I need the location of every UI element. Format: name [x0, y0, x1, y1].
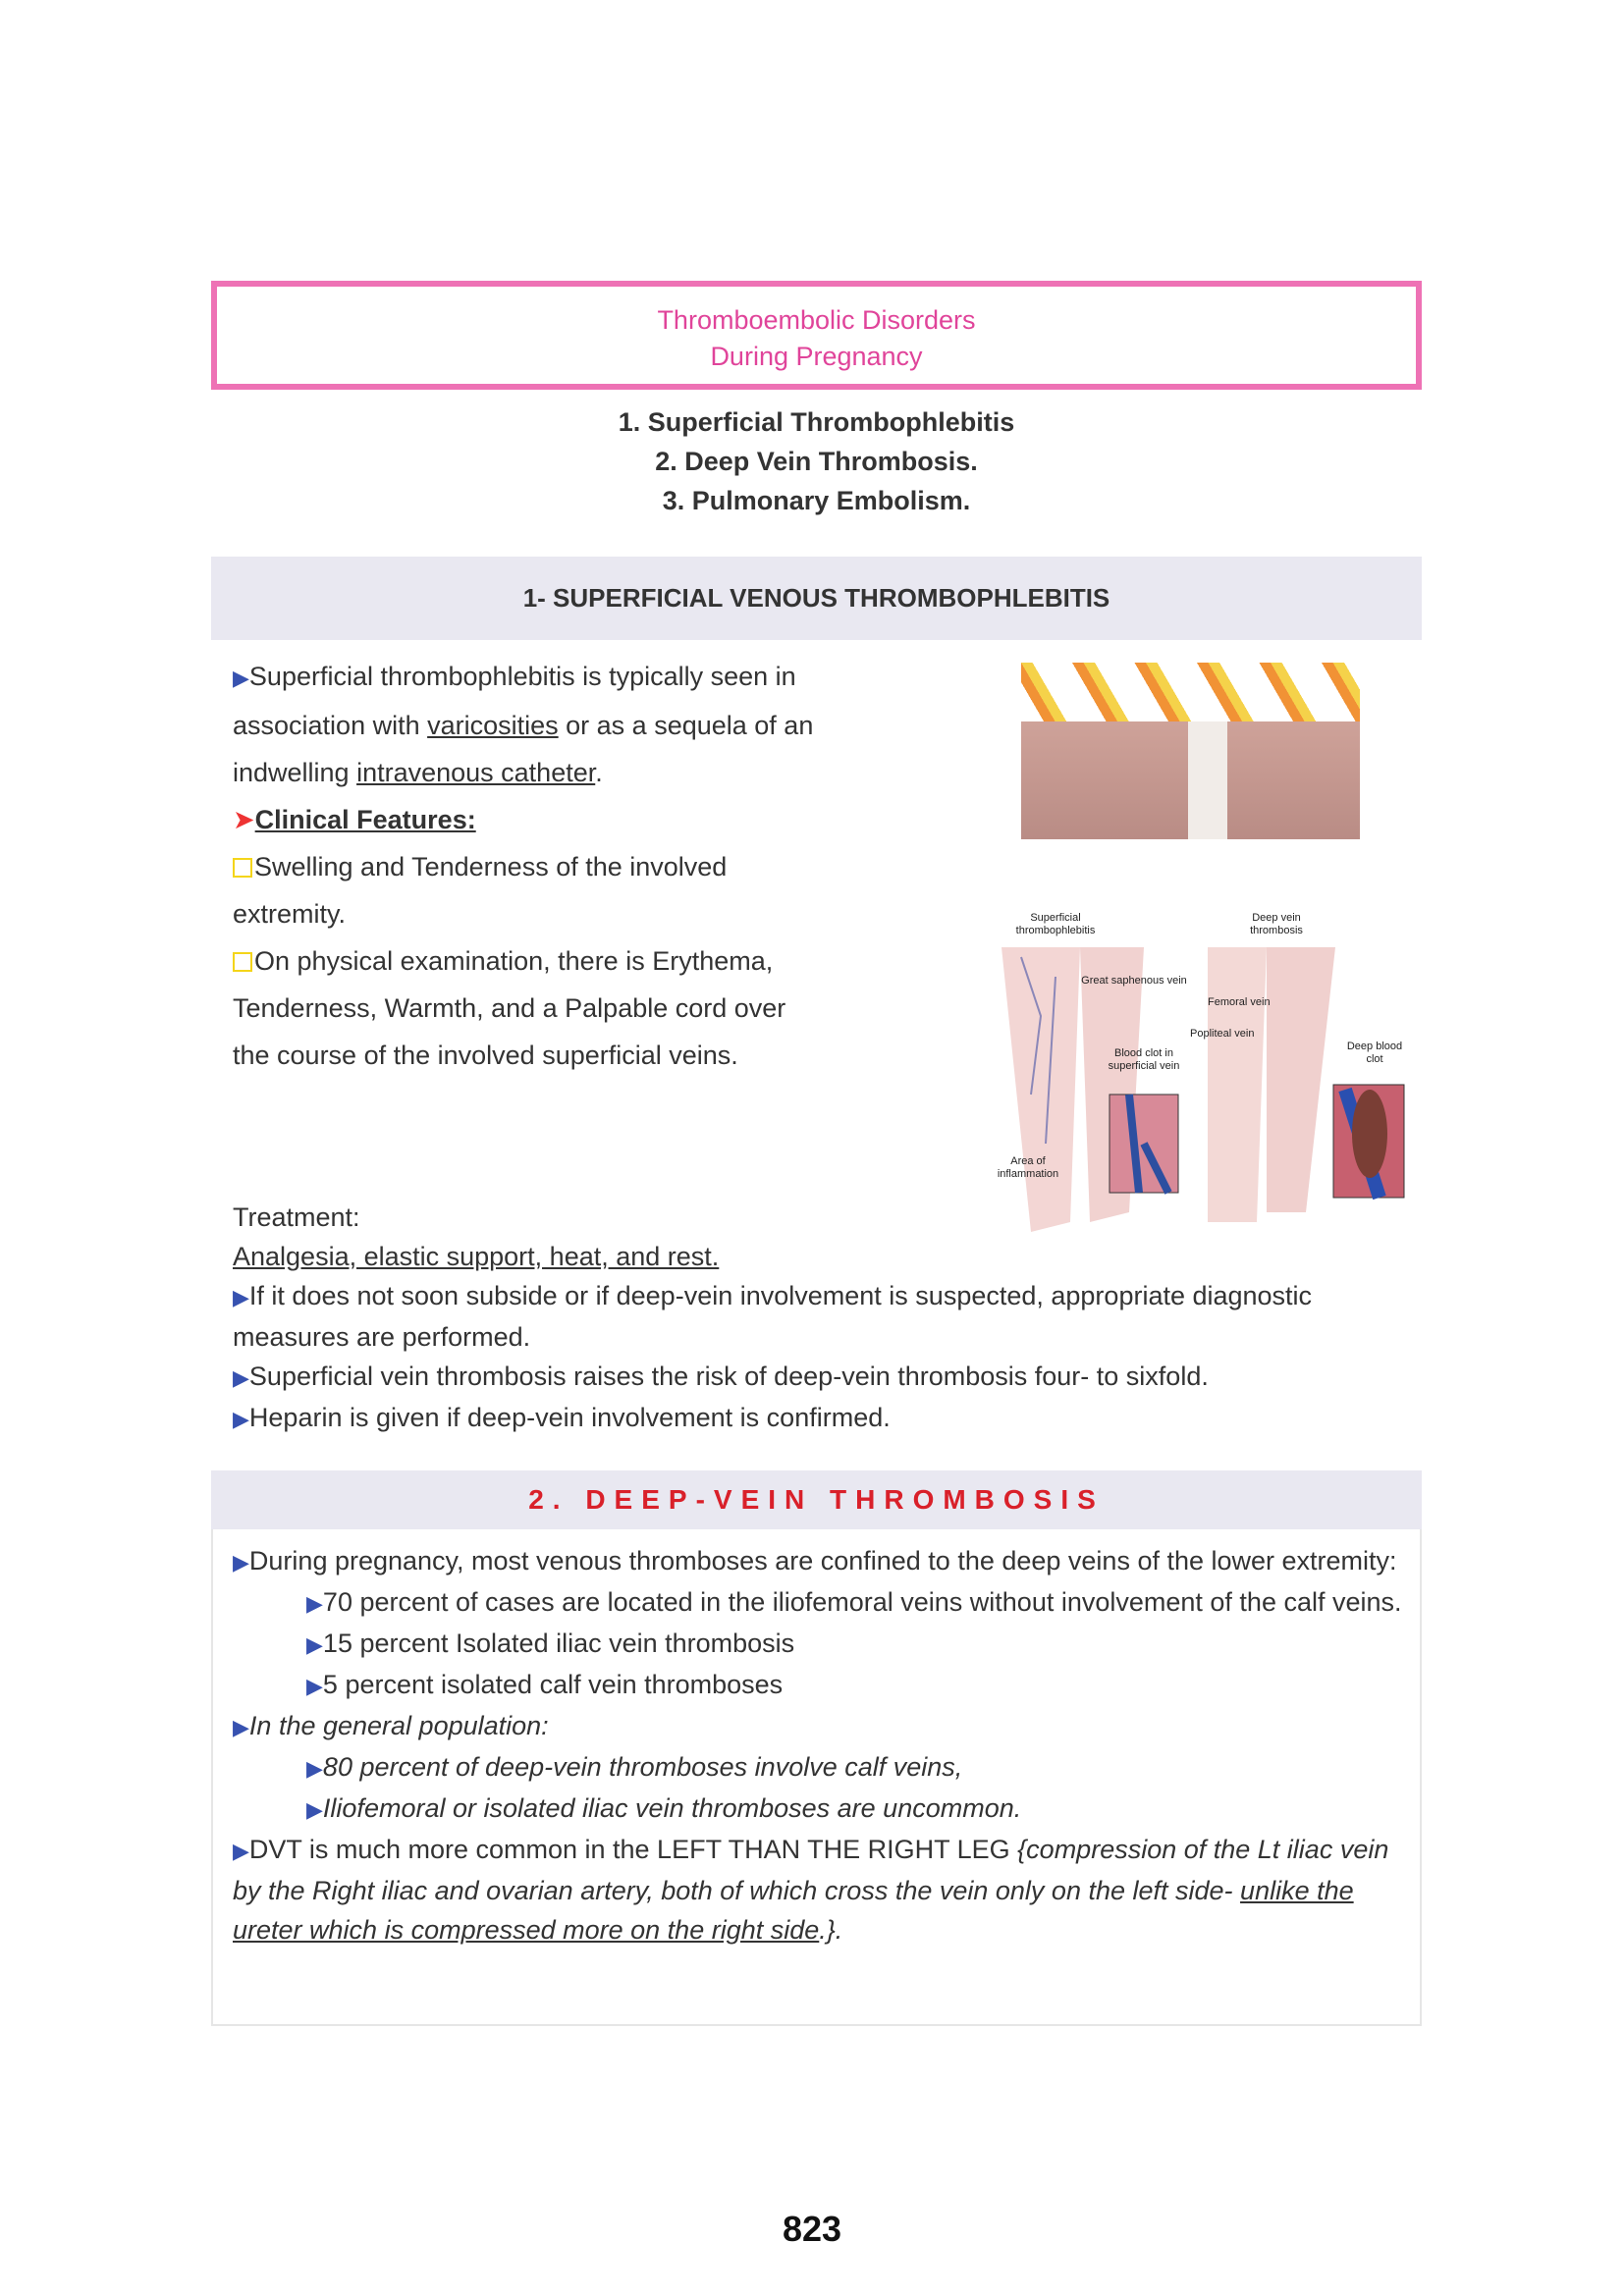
title-line-2: During Pregnancy: [710, 342, 923, 371]
title-box: [211, 281, 1422, 390]
feature-item: On physical examination, there is Erythema, Tenderness, Warmth, and a Palpable cord over the course of the involved superficial veins.: [233, 946, 786, 1070]
triangle-bullet-icon: ▶: [233, 1365, 249, 1390]
diagram-label: Superficial thrombophlebitis: [1015, 912, 1096, 936]
list-item: ▶In the general population:: [233, 1711, 549, 1740]
square-bullet-icon: [233, 952, 252, 972]
diagram-label: Area of inflammation: [997, 1155, 1059, 1180]
list-item: ▶70 percent of cases are located in the iliofemoral veins without involvement of the calf veins.: [306, 1587, 1402, 1617]
triangle-bullet-icon: ▶: [233, 1285, 249, 1309]
triangle-bullet-icon: ▶: [306, 1797, 323, 1822]
clinical-features-label: ➤Clinical Features:: [233, 805, 476, 834]
triangle-bullet-icon: ▶: [233, 1715, 249, 1739]
triangle-bullet-icon: ▶: [306, 1591, 323, 1616]
diagram-label: Femoral vein: [1208, 996, 1271, 1008]
section2-text: [233, 1541, 1411, 1949]
diagram-label: Great saphenous vein: [1081, 975, 1187, 987]
triangle-bullet-icon: ▶: [233, 1550, 249, 1575]
toc-item: 1. Superficial Thrombophlebitis: [618, 407, 1015, 437]
toc-item: 2. Deep Vein Thrombosis.: [655, 447, 978, 476]
triangle-bullet-icon: ▶: [233, 1407, 249, 1431]
list-item: ▶15 percent Isolated iliac vein thrombosis: [306, 1629, 795, 1658]
section1-heading: 1- SUPERFICIAL VENOUS THROMBOPHLEBITIS: [211, 557, 1422, 640]
diagram-label: Popliteal vein: [1190, 1028, 1255, 1040]
square-bullet-icon: [233, 858, 252, 878]
section2-heading: 2. DEEP-VEIN THROMBOSIS: [211, 1470, 1422, 1529]
triangle-bullet-icon: ▶: [233, 666, 249, 690]
section1-text: [233, 653, 822, 1079]
list-item: ▶During pregnancy, most venous thromboses are confined to the deep veins of the lower extremity:: [233, 1546, 1397, 1575]
legs-varicose-photo: [1021, 663, 1360, 839]
page-number: 823: [782, 2209, 842, 2249]
table-of-contents: [211, 402, 1422, 520]
list-item: ▶Iliofemoral or isolated iliac vein thromboses are uncommon.: [306, 1793, 1022, 1823]
intro-paragraph: ▶Superficial thrombophlebitis is typically seen in association with varicosities or as a sequela of an indwelling intravenous catheter.: [233, 662, 814, 787]
diagram-label: Deep blood clot: [1346, 1041, 1403, 1065]
diagram-label: Blood clot in superficial vein: [1108, 1047, 1180, 1072]
diagram-label: Deep vein thrombosis: [1250, 912, 1303, 936]
list-item: ▶Superficial vein thrombosis raises the risk of deep-vein thrombosis four- to sixfold.: [233, 1362, 1209, 1391]
list-item: ▶If it does not soon subside or if deep-vein involvement is suspected, appropriate diagnostic measures are performed.: [233, 1281, 1313, 1352]
list-item: ▶DVT is much more common in the LEFT THAN THE RIGHT LEG {compression of the Lt iliac vein by the Right iliac and ovarian artery, both of which cross the vein only on the left side- unlike the ureter which is compressed more on the right side.}.: [233, 1835, 1389, 1945]
triangle-bullet-icon: ▶: [306, 1756, 323, 1781]
list-item: ▶Heparin is given if deep-vein involvement is confirmed.: [233, 1403, 891, 1432]
triangle-bullet-icon: ▶: [306, 1674, 323, 1698]
list-item: ▶5 percent isolated calf vein thromboses: [306, 1670, 784, 1699]
triangle-bullet-icon: ▶: [233, 1839, 249, 1863]
treatment-label: Treatment:: [233, 1202, 360, 1232]
list-item: ▶80 percent of deep-vein thromboses involve calf veins,: [306, 1752, 963, 1782]
toc-item: 3. Pulmonary Embolism.: [662, 486, 971, 515]
title-line-1: Thromboembolic Disorders: [657, 305, 976, 335]
triangle-bullet-icon: ▶: [306, 1632, 323, 1657]
treatment-text: Analgesia, elastic support, heat, and rest.: [233, 1242, 720, 1271]
treatment-block: [233, 1198, 1411, 1439]
arrow-bullet-icon: ➤: [233, 805, 255, 834]
feature-item: Swelling and Tenderness of the involved extremity.: [233, 852, 728, 929]
